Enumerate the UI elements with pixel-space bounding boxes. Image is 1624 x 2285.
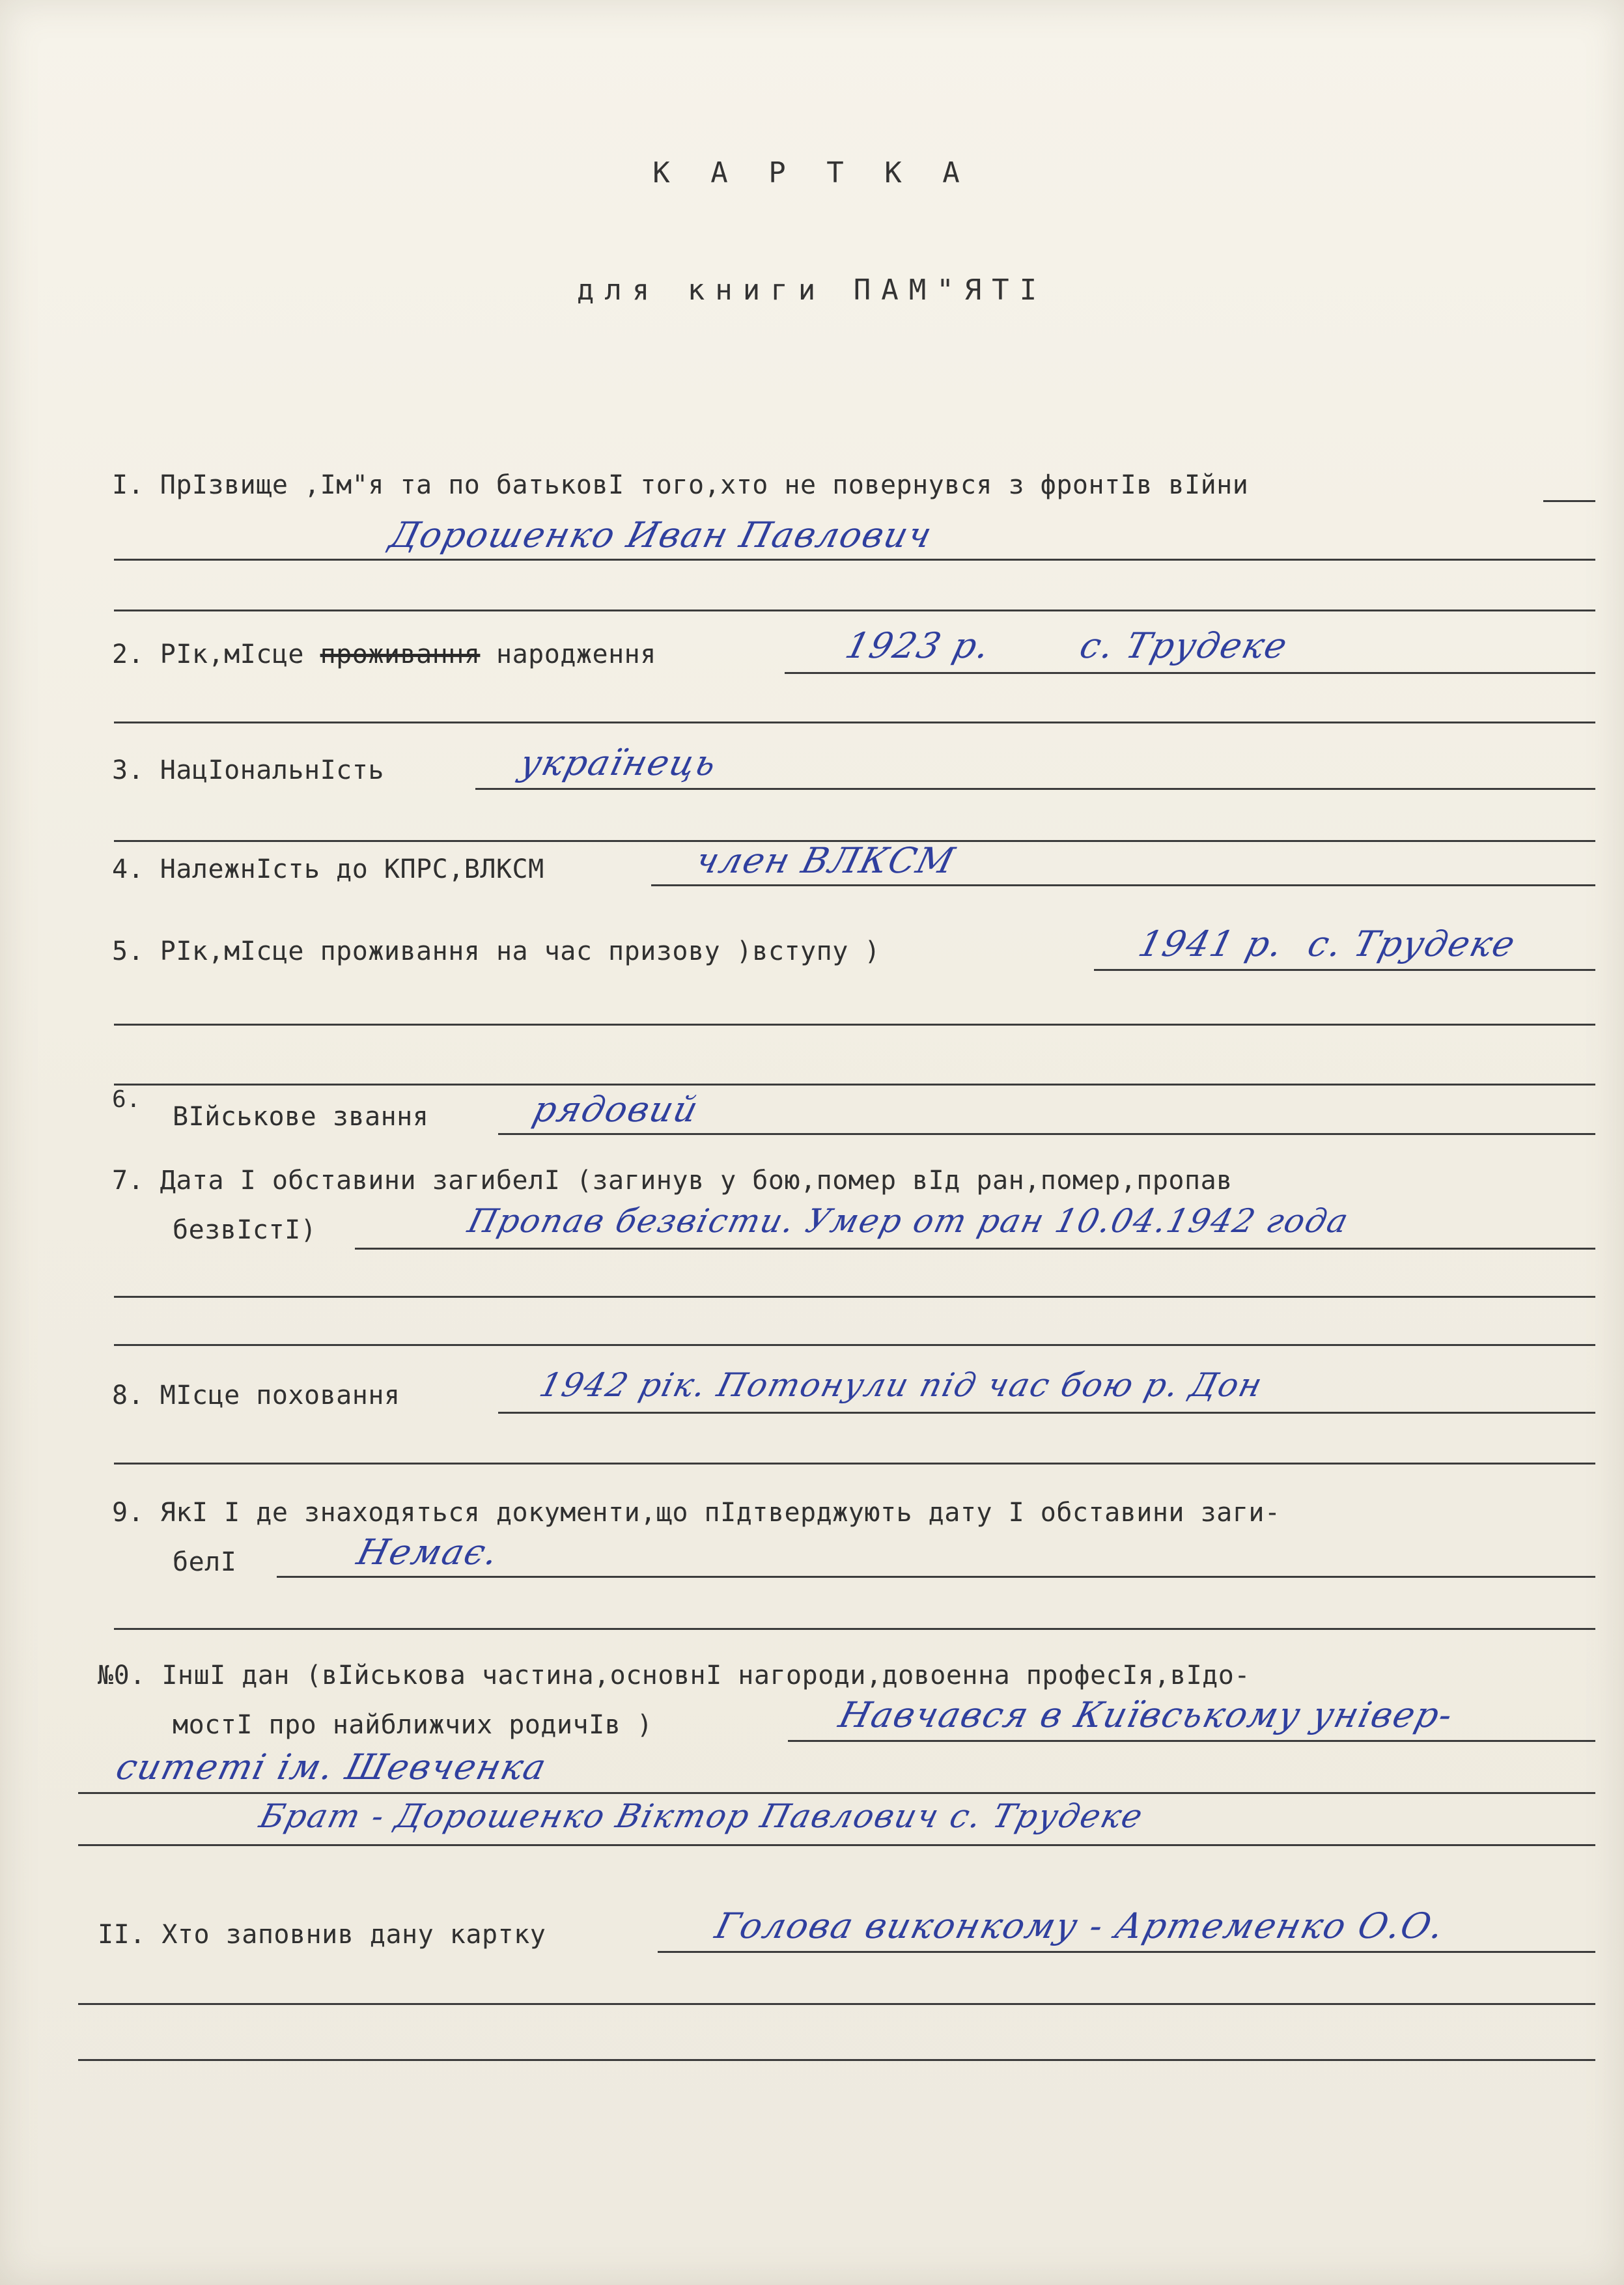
field-1-line	[114, 559, 1595, 561]
field-11-value: Голова виконкому - Артеменко О.О.	[711, 1905, 1449, 1946]
field-7-line	[355, 1248, 1595, 1250]
field-1-value: Дорошенко Иван Павлович	[385, 514, 937, 555]
field-8-label: 8. МIсце поховання	[112, 1381, 400, 1410]
field-4-line	[651, 884, 1595, 886]
field-7-line-3	[114, 1344, 1595, 1346]
field-10-value-line2: ситеті ім. Шевченка	[112, 1746, 552, 1787]
field-9-line	[277, 1576, 1595, 1578]
field-6-number: 6.	[112, 1086, 141, 1113]
field-6-label: ВIйськове звання	[173, 1102, 429, 1132]
field-9-label-line2: белI	[173, 1547, 237, 1577]
field-1-line-tail	[1543, 500, 1595, 502]
field-7-label-line2: безвIстI)	[173, 1215, 317, 1245]
field-9-line-2	[114, 1628, 1595, 1630]
field-11-label: II. Хто заповнив дану картку	[98, 1920, 546, 1950]
field-10-line-3	[78, 1844, 1595, 1846]
field-2-label-a: 2. РIк,мIсце	[112, 639, 320, 669]
field-5-line-3	[114, 1084, 1595, 1086]
field-2-value-place: с. Трудеке	[1076, 625, 1293, 666]
field-2-label	[112, 639, 656, 669]
field-10-value-line1: Навчався в Київському універ-	[835, 1694, 1458, 1735]
field-6-value: рядовий	[529, 1089, 703, 1130]
field-8-line	[498, 1412, 1595, 1414]
field-5-line	[1094, 969, 1595, 971]
field-2-label-struck: проживання	[320, 639, 481, 669]
field-2-value-year: 1923 р.	[841, 625, 996, 666]
field-7-label-line1: 7. Дата I обставини загибелI (загинув у бою,помер вIд ран,помер,пропав	[112, 1166, 1233, 1196]
field-2-line	[785, 672, 1595, 674]
field-2-label-b: народження	[480, 639, 656, 669]
field-7-value: Пропав безвісти. Умер от ран 10.04.1942 года	[464, 1202, 1354, 1240]
field-8-value: 1942 рік. Потонули під час бою р. Дон	[535, 1366, 1267, 1404]
document-subtitle: для книги ПАМ"ЯТI	[576, 273, 1048, 307]
field-4-label: 4. НалежнIсть до КПРС,ВЛКСМ	[112, 854, 544, 884]
field-5-line-2	[114, 1024, 1595, 1026]
field-3-label: 3. НацIональнIсть	[112, 755, 384, 785]
field-10-line	[788, 1740, 1595, 1742]
field-9-value: Немає.	[353, 1532, 504, 1573]
field-9-label-line1: 9. ЯкI I де знаходяться документи,що пIдтверджують дату I обставини заги-	[112, 1498, 1281, 1528]
field-1-line-2	[114, 610, 1595, 611]
field-10-label-line1: №0. IншI дан (вIйськова частина,основнI нагороди,довоенна професIя,вIдо-	[98, 1661, 1250, 1690]
field-5-value-year: 1941 р.	[1134, 923, 1289, 964]
field-1-label: I. ПрIзвище ,Iм"я та по батьковI того,хто не повернувся з фронтIв вIйни	[112, 470, 1249, 500]
document-title: К А Р Т К А	[652, 156, 972, 189]
field-7-line-2	[114, 1296, 1595, 1298]
field-10-line-2	[78, 1792, 1595, 1794]
field-11-line-2	[78, 2003, 1595, 2005]
field-2-line-2	[114, 722, 1595, 723]
field-3-line	[475, 788, 1595, 790]
field-11-line-3	[78, 2059, 1595, 2061]
field-6-line	[498, 1133, 1595, 1135]
field-11-line	[658, 1951, 1595, 1953]
field-5-value-place: с. Трудеке	[1304, 923, 1520, 964]
field-10-label-line2: мостI про найближчих родичIв )	[173, 1710, 653, 1740]
field-3-value: українець	[516, 742, 722, 783]
field-5-label: 5. РIк,мIсце проживання на час призову )вступу )	[112, 936, 880, 966]
field-8-line-2	[114, 1463, 1595, 1465]
field-10-value-line3: Брат - Дорошенко Віктор Павлович с. Трудеке	[255, 1797, 1148, 1835]
field-4-value: член ВЛКСМ	[692, 840, 960, 881]
